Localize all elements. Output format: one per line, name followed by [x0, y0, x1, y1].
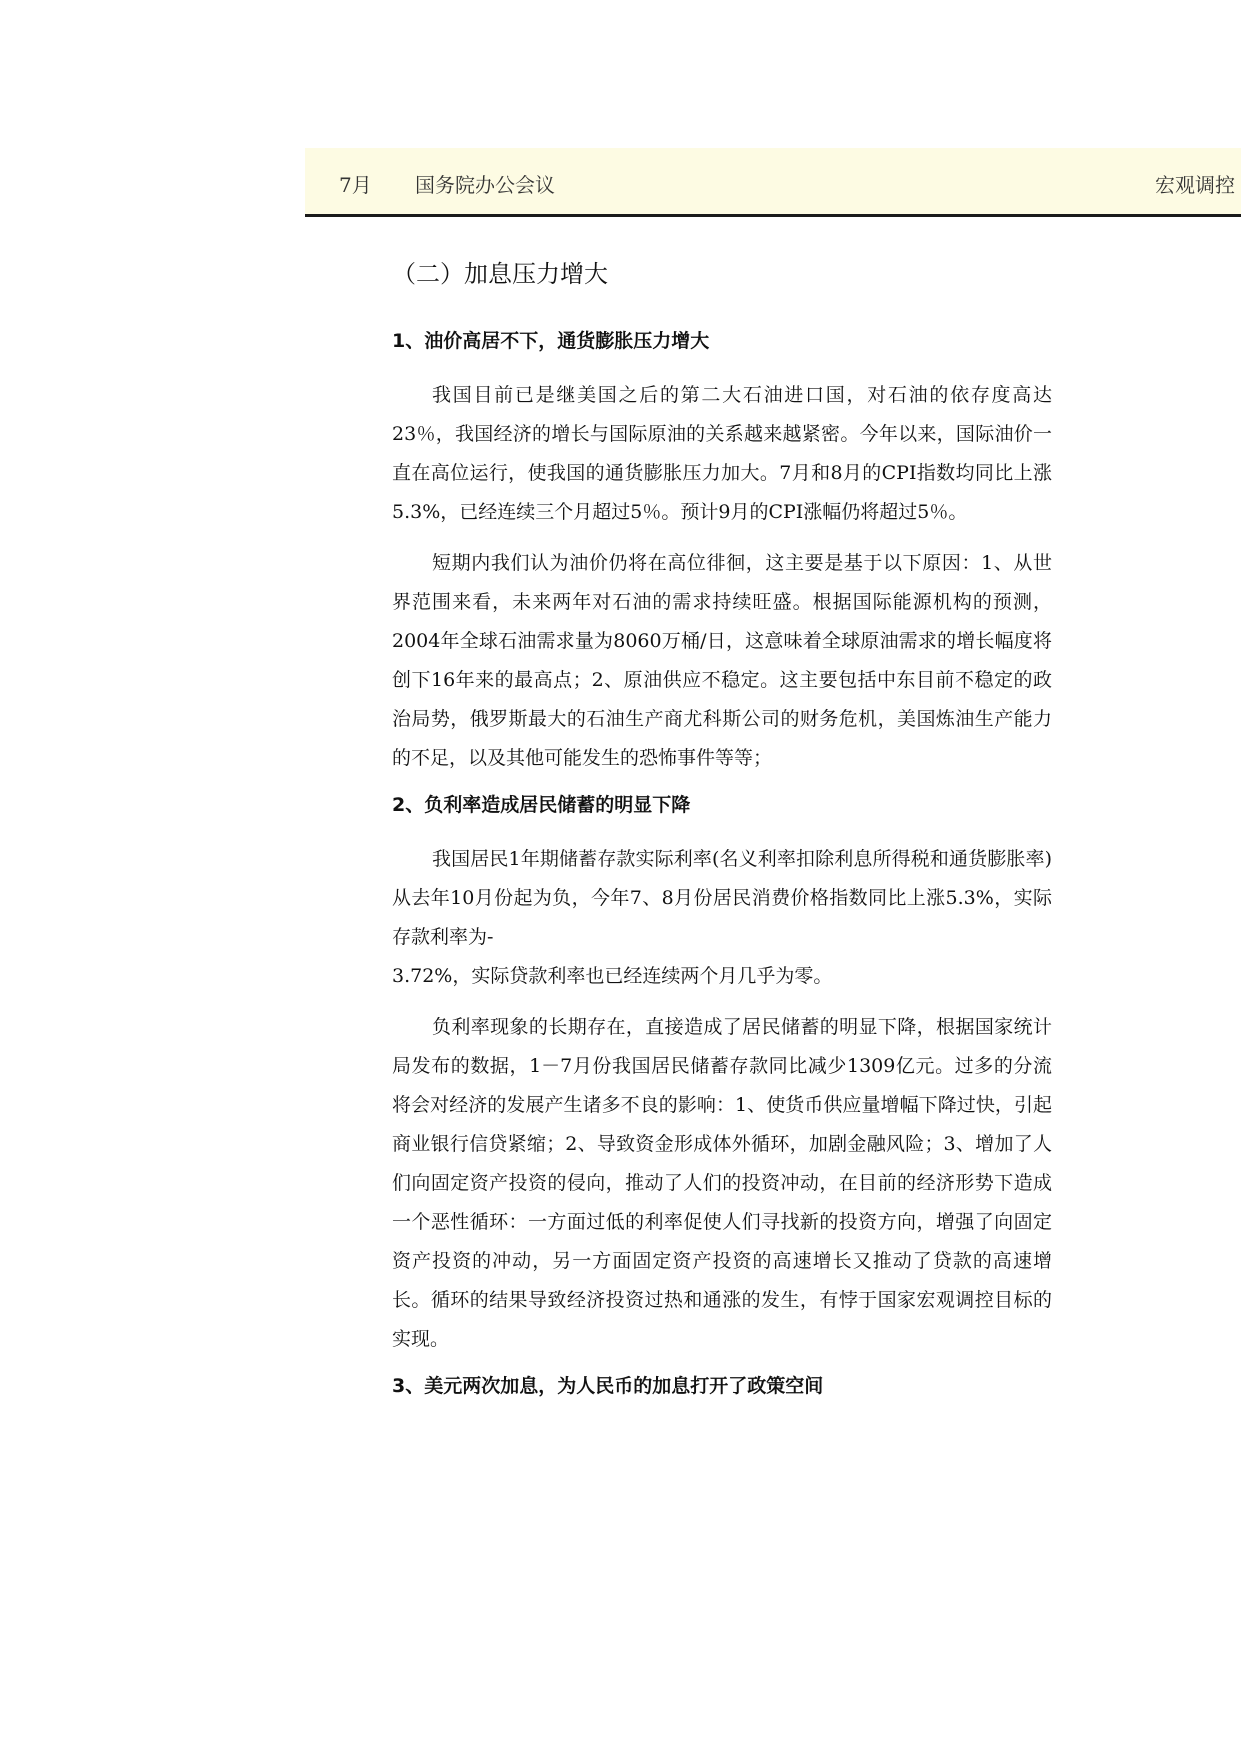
header-topic: 宏观调控	[1155, 173, 1235, 197]
subsection-2-paragraph-1-cont: 3.72%，实际贷款利率也已经连续两个月几乎为零。	[392, 965, 833, 987]
header-month: 7月	[339, 173, 372, 197]
header-meeting: 国务院办公会议	[415, 173, 555, 197]
subsection-2-paragraph-2: 负利率现象的长期存在，直接造成了居民储蓄的明显下降，根据国家统计局发布的数据，1－7月份我国居民储蓄存款同比减少1309亿元。过多的分流将会对经济的发展产生诸多不良的影响：1、使货币供应量增幅下降过快，引起商业银行信贷紧缩；2、导致资金形成体外循环，加剧金融风险；3、增加了人们向固定资产投资的侵向，推动了人们的投资冲动，在目前的经济形势下造成一个恶性循环：一方面过低的利率促使人们寻找新的投资方向，增强了向固定资产投资的冲动，另一方面固定资产投资的高速增长又推动了贷款的高速增长。循环的结果导致经济投资过热和通涨的发生，有悖于国家宏观调控目标的实现。	[392, 1016, 1052, 1350]
subsection-1-paragraph-1: 我国目前已是继美国之后的第二大石油进口国，对石油的依存度高达23％，我国经济的增长与国际原油的关系越来越紧密。今年以来，国际油价一直在高位运行，使我国的通货膨胀压力加大。7月和8月的CPI指数均同比上涨5.3%，已经连续三个月超过5％。预计9月的CPI涨幅仍将超过5％。	[392, 384, 1052, 523]
subsection-1-title: 1、油价高居不下，通货膨胀压力增大	[392, 330, 710, 352]
subsection-1-paragraph-2: 短期内我们认为油价仍将在高位徘徊，这主要是基于以下原因：1、从世界范围来看，未来两年对石油的需求持续旺盛。根据国际能源机构的预测，2004年全球石油需求量为8060万桶/日，这意味着全球原油需求的增长幅度将创下16年来的最高点；2、原油供应不稳定。这主要包括中东目前不稳定的政治局势，俄罗斯最大的石油生产商尤科斯公司的财务危机，美国炼油生产能力的不足，以及其他可能发生的恐怖事件等等；	[392, 552, 1052, 769]
subsection-3-title: 3、美元两次加息，为人民币的加息打开了政策空间	[392, 1375, 824, 1397]
section-title: （二）加息压力增大	[392, 260, 608, 288]
subsection-2-title: 2、负利率造成居民储蓄的明显下降	[392, 794, 691, 816]
page-header	[305, 148, 1241, 217]
subsection-2-paragraph-1: 我国居民1年期储蓄存款实际利率(名义利率扣除利息所得税和通货膨胀率)从去年10月份起为负，今年7、8月份居民消费价格指数同比上涨5.3%，实际存款利率为-	[392, 848, 1052, 948]
document-body	[392, 258, 1052, 1401]
